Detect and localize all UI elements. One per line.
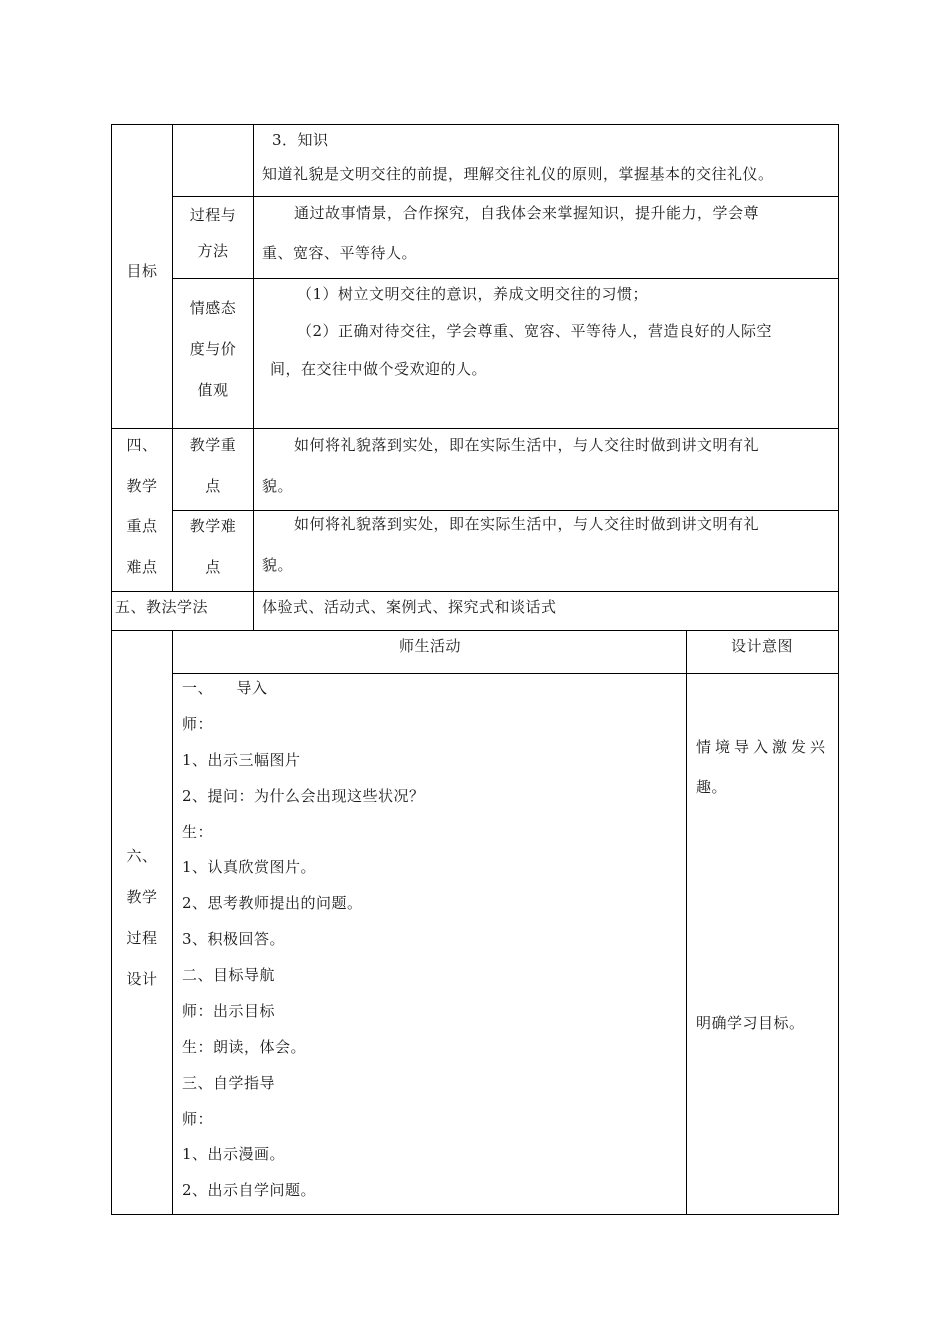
activity-line: 一、 导入 bbox=[182, 679, 268, 697]
activity-line: 1、出示三幅图片 bbox=[182, 751, 301, 769]
activity-line: 生：朗读，体会。 bbox=[182, 1038, 307, 1056]
intent-text-1b: 趣。 bbox=[696, 778, 728, 796]
difficulty-text-2: 貌。 bbox=[262, 556, 294, 574]
col-header-activity: 师生活动 bbox=[398, 637, 462, 655]
activity-line: 二、目标导航 bbox=[182, 966, 276, 984]
activity-line: 2、提问：为什么会出现这些状况？ bbox=[182, 787, 425, 805]
rule-process-bottom bbox=[172, 278, 839, 279]
activity-line: 1、出示漫画。 bbox=[182, 1145, 286, 1163]
rule-methods-bottom bbox=[111, 630, 839, 631]
activity-line: 师： bbox=[182, 715, 214, 733]
focus-label-2: 点 bbox=[205, 477, 221, 495]
activity-line: 2、出示自学问题。 bbox=[182, 1181, 317, 1199]
rule-col3-lower bbox=[686, 630, 687, 1215]
rule-col1-lower bbox=[172, 630, 173, 1215]
design-label-2: 教学 bbox=[126, 888, 158, 906]
knowledge-text: 知道礼貌是文明交往的前提，理解交往礼仪的原则，掌握基本的交往礼仪。 bbox=[262, 165, 774, 183]
methods-label: 五、教法学法 bbox=[115, 598, 209, 616]
rule-goals-bottom bbox=[111, 428, 839, 429]
activity-line: 1、认真欣赏图片。 bbox=[182, 858, 317, 876]
activity-line: 师： bbox=[182, 1110, 214, 1128]
rule-keypoints-bottom bbox=[111, 591, 839, 592]
rule-focus-bottom bbox=[172, 510, 839, 511]
intent-text-1a: 情境导入激发兴 bbox=[696, 738, 830, 756]
design-label-1: 六、 bbox=[126, 847, 158, 865]
emotion-label-3: 值观 bbox=[197, 381, 229, 399]
keypoints-label-2: 教学 bbox=[126, 477, 158, 495]
rule-col2 bbox=[253, 124, 254, 630]
design-label-3: 过程 bbox=[126, 929, 158, 947]
methods-text: 体验式、活动式、案例式、探究式和谈话式 bbox=[262, 598, 557, 616]
keypoints-label-1: 四、 bbox=[126, 436, 158, 454]
rule-knowledge-bottom bbox=[172, 196, 839, 197]
keypoints-label-4: 难点 bbox=[126, 558, 158, 576]
rule-col1 bbox=[172, 124, 173, 591]
emotion-text-1: （1）树立文明交往的意识，养成文明交往的习惯； bbox=[297, 285, 649, 303]
process-label-2: 方法 bbox=[197, 242, 229, 260]
difficulty-label-1: 教学难 bbox=[189, 517, 237, 535]
activity-line: 三、自学指导 bbox=[182, 1074, 276, 1092]
emotion-label-2: 度与价 bbox=[189, 340, 237, 358]
focus-label-1: 教学重 bbox=[189, 436, 237, 454]
process-text-1: 通过故事情景，合作探究，自我体会来掌握知识，提升能力，学会尊 bbox=[294, 204, 760, 222]
activity-line: 3、积极回答。 bbox=[182, 930, 286, 948]
goals-label: 目标 bbox=[126, 262, 158, 280]
emotion-label-1: 情感态 bbox=[189, 299, 237, 317]
activity-line: 师：出示目标 bbox=[182, 1002, 276, 1020]
emotion-text-2: （2）正确对待交往，学会尊重、宽容、平等待人，营造良好的人际空 bbox=[297, 322, 773, 340]
col-header-intent: 设计意图 bbox=[730, 637, 794, 655]
difficulty-text-1: 如何将礼貌落到实处，即在实际生活中，与人交往时做到讲文明有礼 bbox=[294, 515, 760, 533]
focus-text-2: 貌。 bbox=[262, 477, 294, 495]
knowledge-heading: 3．知识 bbox=[272, 131, 329, 149]
keypoints-label-3: 重点 bbox=[126, 517, 158, 535]
activity-line: 生： bbox=[182, 823, 214, 841]
focus-text-1: 如何将礼貌落到实处，即在实际生活中，与人交往时做到讲文明有礼 bbox=[294, 436, 760, 454]
emotion-text-3: 间，在交往中做个受欢迎的人。 bbox=[270, 360, 488, 378]
rule-header-bottom bbox=[172, 673, 839, 674]
design-label-4: 设计 bbox=[126, 970, 158, 988]
difficulty-label-2: 点 bbox=[205, 558, 221, 576]
activity-line: 2、思考教师提出的问题。 bbox=[182, 894, 363, 912]
process-label-1: 过程与 bbox=[189, 206, 237, 224]
process-text-2: 重、宽容、平等待人。 bbox=[262, 244, 418, 262]
intent-text-2: 明确学习目标。 bbox=[696, 1014, 805, 1032]
